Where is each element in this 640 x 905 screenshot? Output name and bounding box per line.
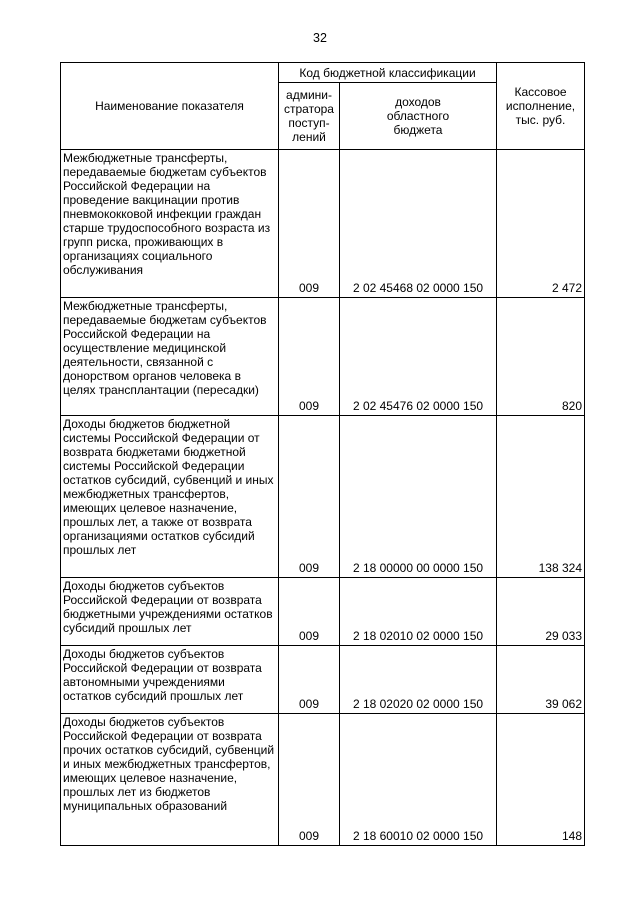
header-exec: Кассовое исполнение, тыс. руб.	[497, 63, 585, 150]
table-row	[61, 578, 585, 646]
row-amount: 820	[497, 298, 585, 416]
row-amount: 39 062	[497, 646, 585, 714]
row-name: Межбюджетные трансферты, передаваемые бюджетам субъектов Российской Федерации на проведение вакцинации против пневмококковой инфекции граждан старше трудоспособного возраста из групп риска, проживающих в организациях социального обслуживания	[61, 150, 279, 298]
table-row	[61, 714, 585, 846]
row-amount: 138 324	[497, 416, 585, 578]
row-amount: 2 472	[497, 150, 585, 298]
row-admin-code: 009	[279, 714, 340, 846]
row-income-code: 2 18 00000 00 0000 150	[340, 416, 497, 578]
row-name: Межбюджетные трансферты, передаваемые бюджетам субъектов Российской Федерации на осуществление медицинской деятельности, связанной с донорством органов человека в целях трансплантации (пересадки)	[61, 298, 279, 416]
page-number: 32	[313, 31, 327, 45]
table-row	[61, 298, 585, 416]
header-row-top	[61, 63, 585, 83]
row-name: Доходы бюджетов субъектов Российской Федерации от возврата бюджетными учреждениями остатков субсидий прошлых лет	[61, 578, 279, 646]
row-name: Доходы бюджетов субъектов Российской Федерации от возврата автономными учреждениями остатков субсидий прошлых лет	[61, 646, 279, 714]
row-amount: 148	[497, 714, 585, 846]
budget-table	[60, 62, 585, 846]
row-income-code: 2 18 02010 02 0000 150	[340, 578, 497, 646]
table-row	[61, 150, 585, 298]
row-amount: 29 033	[497, 578, 585, 646]
row-admin-code: 009	[279, 150, 340, 298]
row-income-code: 2 18 02020 02 0000 150	[340, 646, 497, 714]
row-admin-code: 009	[279, 646, 340, 714]
row-income-code: 2 02 45468 02 0000 150	[340, 150, 497, 298]
table-row	[61, 416, 585, 578]
row-admin-code: 009	[279, 416, 340, 578]
row-admin-code: 009	[279, 578, 340, 646]
table-row	[61, 646, 585, 714]
header-income: доходов областного бюджета	[340, 83, 497, 150]
row-name: Доходы бюджетов бюджетной системы Российской Федерации от возврата бюджетами бюджетной системы Российской Федерации остатков субсидий, субвенций и иных межбюджетных трансфертов, имеющих целевое назначение, прошлых лет, а также от возврата организациями остатков субсидий прошлых лет	[61, 416, 279, 578]
header-name: Наименование показателя	[61, 63, 279, 150]
header-admin: админи- стратора поступ- лений	[279, 83, 340, 150]
row-name: Доходы бюджетов субъектов Российской Федерации от возврата прочих остатков субсидий, субвенций и иных межбюджетных трансфертов, имеющих целевое назначение, прошлых лет из бюджетов муниципальных образований	[61, 714, 279, 846]
row-admin-code: 009	[279, 298, 340, 416]
row-income-code: 2 02 45476 02 0000 150	[340, 298, 497, 416]
row-income-code: 2 18 60010 02 0000 150	[340, 714, 497, 846]
header-code-group: Код бюджетной классификации	[279, 63, 497, 83]
